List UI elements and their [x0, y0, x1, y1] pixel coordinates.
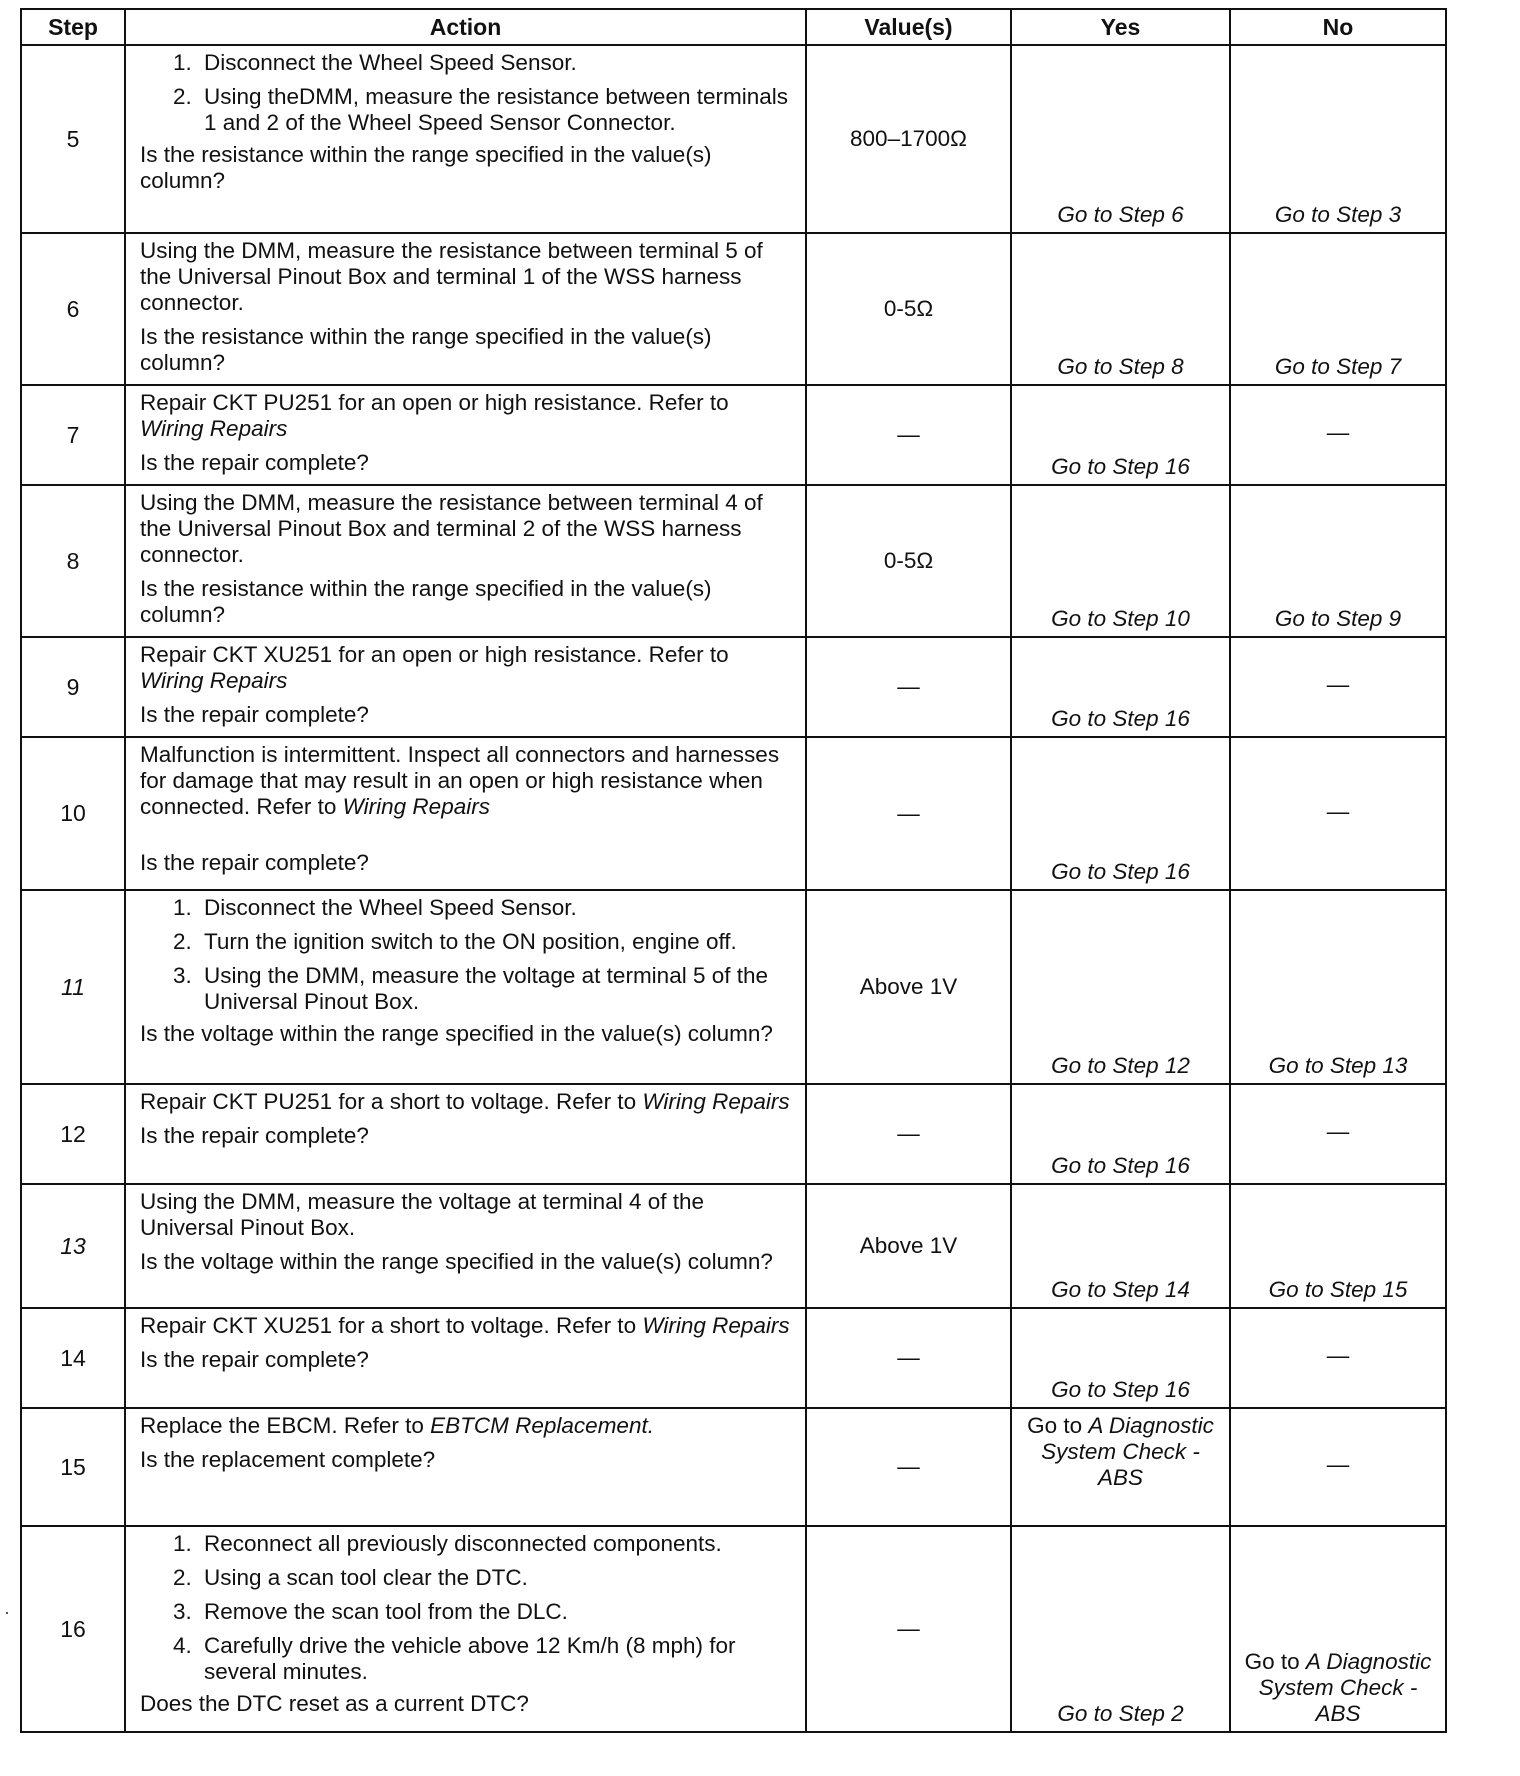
scan-speck [6, 1612, 8, 1614]
header-values: Value(s) [806, 9, 1011, 45]
wiring-repairs-link[interactable]: Wiring Repairs [342, 794, 490, 819]
action-list [140, 895, 791, 1015]
list-item: 1. Disconnect the Wheel Speed Sensor. [198, 895, 791, 921]
action-text [140, 642, 791, 694]
action-cell [125, 1526, 806, 1732]
table-row [21, 385, 1446, 485]
wiring-repairs-link[interactable]: Wiring Repairs [140, 416, 288, 441]
header-row [21, 9, 1446, 45]
action-question: Is the resistance within the range specified in the value(s) column? [140, 576, 712, 627]
value-cell: Above 1V [806, 1184, 1011, 1308]
action-cell [125, 485, 806, 637]
yes-cell: Go to Step 16 [1011, 1308, 1230, 1408]
list-item: 2. Using a scan tool clear the DTC. [198, 1565, 791, 1591]
action-question: Is the voltage within the range specified in the value(s) column? [140, 1249, 773, 1274]
header-step: Step [21, 9, 125, 45]
value-cell: Above 1V [806, 890, 1011, 1084]
yes-cell: Go to Step 8 [1011, 233, 1230, 385]
action-text [140, 1089, 791, 1115]
action-text-main: Repair CKT PU251 for an open or high resistance. Refer to [140, 390, 729, 415]
header-action: Action [125, 9, 806, 45]
action-text [140, 742, 791, 820]
step-number: 7 [21, 385, 125, 485]
action-cell [125, 45, 806, 233]
action-question: Is the repair complete? [140, 1347, 369, 1372]
action-text [140, 390, 791, 442]
table-row [21, 1184, 1446, 1308]
action-question: Is the resistance within the range specified in the value(s) column? [140, 324, 712, 375]
table-row [21, 637, 1446, 737]
table-row [21, 485, 1446, 637]
yes-cell: Go to Step 2 [1011, 1526, 1230, 1732]
action-cell [125, 890, 806, 1084]
table-row [21, 1408, 1446, 1526]
action-question: Does the DTC reset as a current DTC? [140, 1691, 529, 1716]
list-item: 2. Using theDMM, measure the resistance between terminals 1 and 2 of the Wheel Speed Sensor Connector. [198, 84, 791, 136]
diagnostic-check-link[interactable]: A Diagnostic System Check - ABS [1258, 1649, 1432, 1726]
step-number: 16 [21, 1526, 125, 1732]
table-row [21, 45, 1446, 233]
action-question: Is the repair complete? [140, 850, 369, 875]
value-cell: — [806, 1408, 1011, 1526]
action-cell [125, 737, 806, 890]
table-row [21, 1526, 1446, 1732]
yes-cell: Go to Step 12 [1011, 890, 1230, 1084]
table-row [21, 1308, 1446, 1408]
wiring-repairs-link[interactable]: Wiring Repairs [642, 1089, 790, 1114]
yes-cell [1011, 1408, 1230, 1526]
action-text-main: Malfunction is intermittent. Inspect all connectors and harnesses for damage that may result in an open or high resistance when connected. Refer to [140, 742, 780, 819]
action-cell [125, 637, 806, 737]
yes-cell: Go to Step 14 [1011, 1184, 1230, 1308]
list-item: 3. Using the DMM, measure the voltage at terminal 5 of the Universal Pinout Box. [198, 963, 791, 1015]
diagnostic-check-link[interactable]: A Diagnostic System Check - ABS [1041, 1413, 1214, 1490]
value-cell: 0-5Ω [806, 485, 1011, 637]
action-question: Is the resistance within the range specified in the value(s) column? [140, 142, 712, 193]
action-cell [125, 1308, 806, 1408]
table-row [21, 233, 1446, 385]
yes-cell: Go to Step 16 [1011, 637, 1230, 737]
value-cell: — [806, 1308, 1011, 1408]
action-question: Is the repair complete? [140, 450, 369, 475]
action-text-main: Repair CKT PU251 for a short to voltage. Refer to [140, 1089, 643, 1114]
list-item: 1. Disconnect the Wheel Speed Sensor. [198, 50, 791, 76]
step-number: 15 [21, 1408, 125, 1526]
action-question: Is the repair complete? [140, 702, 369, 727]
action-list [140, 50, 791, 136]
action-text-main: Replace the EBCM. Refer to [140, 1413, 431, 1438]
action-question: Is the repair complete? [140, 1123, 369, 1148]
value-cell: — [806, 1526, 1011, 1732]
no-prefix: Go to [1244, 1649, 1306, 1674]
yes-cell: Go to Step 16 [1011, 1084, 1230, 1184]
yes-cell: Go to Step 16 [1011, 737, 1230, 890]
list-item: 1. Reconnect all previously disconnected components. [198, 1531, 791, 1557]
step-number: 14 [21, 1308, 125, 1408]
no-cell: Go to Step 13 [1230, 890, 1446, 1084]
step-number: 12 [21, 1084, 125, 1184]
action-text: Using the DMM, measure the resistance between terminal 4 of the Universal Pinout Box and terminal 2 of the WSS harness connector. [140, 490, 763, 567]
value-cell: — [806, 1084, 1011, 1184]
step-number: 5 [21, 45, 125, 233]
wiring-repairs-link[interactable]: Wiring Repairs [642, 1313, 790, 1338]
list-item: 2. Turn the ignition switch to the ON position, engine off. [198, 929, 791, 955]
yes-cell: Go to Step 16 [1011, 385, 1230, 485]
no-cell: — [1230, 385, 1446, 485]
action-list [140, 1531, 791, 1685]
no-cell [1230, 1526, 1446, 1732]
value-cell: 0-5Ω [806, 233, 1011, 385]
ebtcm-replacement-link[interactable]: EBTCM Replacement. [430, 1413, 654, 1438]
action-question: Is the replacement complete? [140, 1447, 436, 1472]
action-cell [125, 385, 806, 485]
action-cell [125, 1408, 806, 1526]
list-item: 3. Remove the scan tool from the DLC. [198, 1599, 791, 1625]
table-row [21, 737, 1446, 890]
value-cell: — [806, 385, 1011, 485]
action-text: Using the DMM, measure the resistance between terminal 5 of the Universal Pinout Box and terminal 1 of the WSS harness connector. [140, 238, 763, 315]
step-number: 11 [21, 890, 125, 1084]
wiring-repairs-link[interactable]: Wiring Repairs [140, 668, 288, 693]
yes-cell: Go to Step 6 [1011, 45, 1230, 233]
no-cell: — [1230, 1408, 1446, 1526]
value-cell: — [806, 737, 1011, 890]
no-cell: Go to Step 9 [1230, 485, 1446, 637]
action-text [140, 1313, 791, 1339]
diagnostic-table [20, 8, 1447, 1733]
action-text-main: Repair CKT XU251 for an open or high resistance. Refer to [140, 642, 729, 667]
step-number: 9 [21, 637, 125, 737]
action-cell [125, 1184, 806, 1308]
no-cell: — [1230, 737, 1446, 890]
value-cell: 800–1700Ω [806, 45, 1011, 233]
action-text [140, 1413, 791, 1439]
step-number: 6 [21, 233, 125, 385]
no-cell: — [1230, 637, 1446, 737]
action-text: Using the DMM, measure the voltage at terminal 4 of the Universal Pinout Box. [140, 1189, 705, 1240]
yes-cell: Go to Step 10 [1011, 485, 1230, 637]
no-cell: Go to Step 7 [1230, 233, 1446, 385]
list-item: 4. Carefully drive the vehicle above 12 Km/h (8 mph) for several minutes. [198, 1633, 791, 1685]
step-number: 13 [21, 1184, 125, 1308]
no-cell: — [1230, 1084, 1446, 1184]
step-number: 8 [21, 485, 125, 637]
action-cell [125, 1084, 806, 1184]
action-cell [125, 233, 806, 385]
yes-prefix: Go to [1027, 1413, 1089, 1438]
step-number: 10 [21, 737, 125, 890]
action-text-main: Repair CKT XU251 for a short to voltage. Refer to [140, 1313, 643, 1338]
table-row [21, 1084, 1446, 1184]
value-cell: — [806, 637, 1011, 737]
table-row [21, 890, 1446, 1084]
no-cell: Go to Step 3 [1230, 45, 1446, 233]
no-cell: — [1230, 1308, 1446, 1408]
header-yes: Yes [1011, 9, 1230, 45]
no-cell: Go to Step 15 [1230, 1184, 1446, 1308]
action-question: Is the voltage within the range specified in the value(s) column? [140, 1021, 773, 1046]
header-no: No [1230, 9, 1446, 45]
